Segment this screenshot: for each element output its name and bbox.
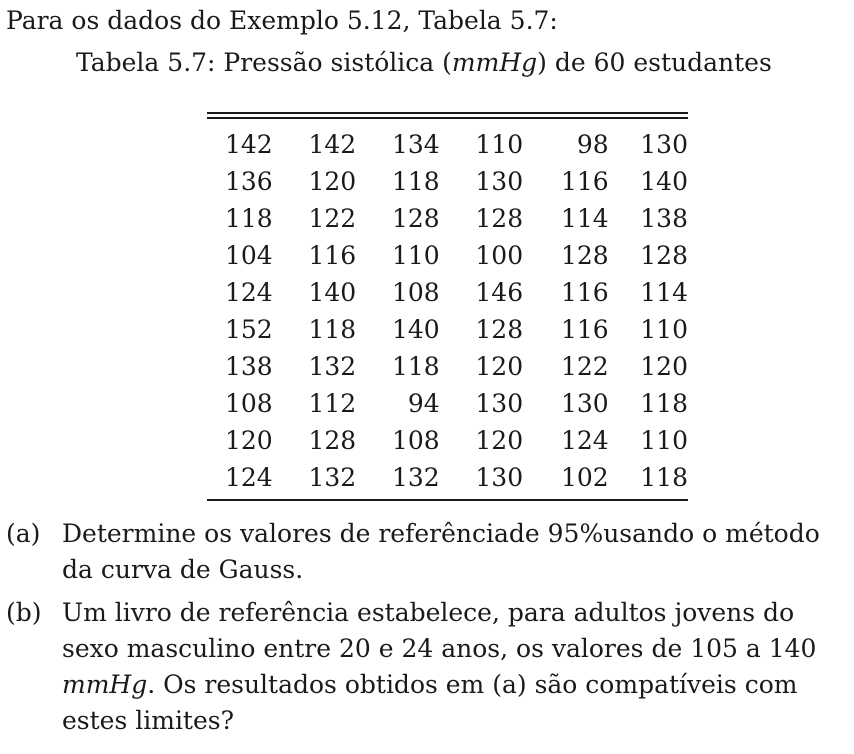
table-cell: 132	[391, 463, 440, 492]
table-cell: 108	[391, 278, 440, 307]
table-cell: 118	[391, 352, 440, 381]
table-row	[207, 348, 688, 385]
table-cell: 124	[560, 426, 609, 455]
table-cell: 138	[225, 352, 273, 381]
table-cell: 152	[225, 315, 273, 344]
table-cell: 128	[475, 315, 524, 344]
table-cell: 114	[560, 204, 609, 233]
table-cell: 140	[308, 278, 357, 307]
caption-unit: mmHg	[451, 48, 538, 77]
table-cell: 108	[391, 426, 440, 455]
table-cell: 110	[391, 241, 440, 270]
table-cell: 116	[560, 315, 609, 344]
table-cell: 120	[308, 167, 357, 196]
table-row	[207, 385, 688, 422]
pressure-table	[207, 126, 688, 496]
table-cell: 138	[640, 204, 688, 233]
table-cell: 140	[640, 167, 688, 196]
table-row	[207, 237, 688, 274]
question-a-line: Determine os valores de referênciade 95%usando o método	[62, 519, 820, 548]
table-cell: 118	[640, 389, 688, 418]
table-row	[207, 126, 688, 163]
question-b-unit: mmHg	[62, 670, 148, 699]
table-cell: 130	[560, 389, 609, 418]
table-cell: 128	[475, 204, 524, 233]
table-cell: 124	[225, 463, 273, 492]
data-table	[207, 112, 688, 501]
table-caption	[76, 48, 772, 78]
table-cell: 94	[407, 389, 440, 418]
table-cell: 140	[391, 315, 440, 344]
table-cell: 124	[225, 278, 273, 307]
table-row	[207, 274, 688, 311]
table-cell: 130	[640, 130, 688, 159]
table-cell: 120	[475, 426, 524, 455]
question-b-text	[62, 595, 852, 739]
table-cell: 118	[391, 167, 440, 196]
table-cell: 122	[560, 352, 609, 381]
question-b-line: estes limites?	[62, 706, 235, 735]
table-cell: 120	[475, 352, 524, 381]
table-cell: 128	[308, 426, 357, 455]
table-cell: 132	[308, 463, 357, 492]
table-row	[207, 311, 688, 348]
table-row	[207, 459, 688, 496]
table-cell: 98	[576, 130, 609, 159]
table-cell: 118	[308, 315, 357, 344]
table-cell: 142	[308, 130, 357, 159]
table-cell: 118	[225, 204, 273, 233]
table-cell: 128	[560, 241, 609, 270]
table-cell: 116	[560, 167, 609, 196]
table-cell: 112	[308, 389, 357, 418]
table-row	[207, 422, 688, 459]
table-cell: 120	[640, 352, 688, 381]
table-cell: 102	[560, 463, 609, 492]
table-cell: 116	[560, 278, 609, 307]
table-bottom-rule	[207, 499, 688, 501]
table-cell: 142	[225, 130, 273, 159]
table-cell: 116	[308, 241, 357, 270]
table-cell: 110	[475, 130, 524, 159]
question-b-line	[62, 667, 852, 703]
question-b-line-rest: . Os resultados obtidos em (a) são compatíveis com	[147, 670, 798, 699]
table-cell: 110	[640, 426, 688, 455]
table-cell: 122	[308, 204, 357, 233]
question-a-text	[62, 516, 852, 588]
intro-text: Para os dados do Exemplo 5.12, Tabela 5.7:	[6, 6, 558, 35]
table-body	[207, 126, 688, 496]
caption-suffix: ) de 60 estudantes	[537, 48, 772, 77]
table-cell: 130	[475, 463, 524, 492]
table-cell: 128	[391, 204, 440, 233]
table-cell: 120	[225, 426, 273, 455]
caption-prefix: Tabela 5.7: Pressão sistólica (	[76, 48, 452, 77]
table-cell: 130	[475, 389, 524, 418]
table-cell: 118	[640, 463, 688, 492]
table-cell: 132	[308, 352, 357, 381]
question-a-line: da curva de Gauss.	[62, 555, 304, 584]
question-b-line: sexo masculino entre 20 e 24 anos, os valores de 105 a 140	[62, 634, 817, 663]
table-cell: 104	[225, 241, 273, 270]
table-row	[207, 163, 688, 200]
table-top-rule	[207, 112, 688, 119]
table-row	[207, 200, 688, 237]
question-a-marker: (a)	[6, 519, 41, 548]
table-cell: 128	[640, 241, 688, 270]
question-b-marker: (b)	[6, 598, 42, 627]
table-cell: 114	[640, 278, 688, 307]
table-cell: 108	[225, 389, 273, 418]
question-b-line: Um livro de referência estabelece, para adultos jovens do	[62, 598, 795, 627]
table-cell: 130	[475, 167, 524, 196]
table-cell: 146	[475, 278, 524, 307]
table-cell: 136	[225, 167, 273, 196]
table-cell: 110	[640, 315, 688, 344]
table-cell: 134	[391, 130, 440, 159]
table-cell: 100	[475, 241, 524, 270]
